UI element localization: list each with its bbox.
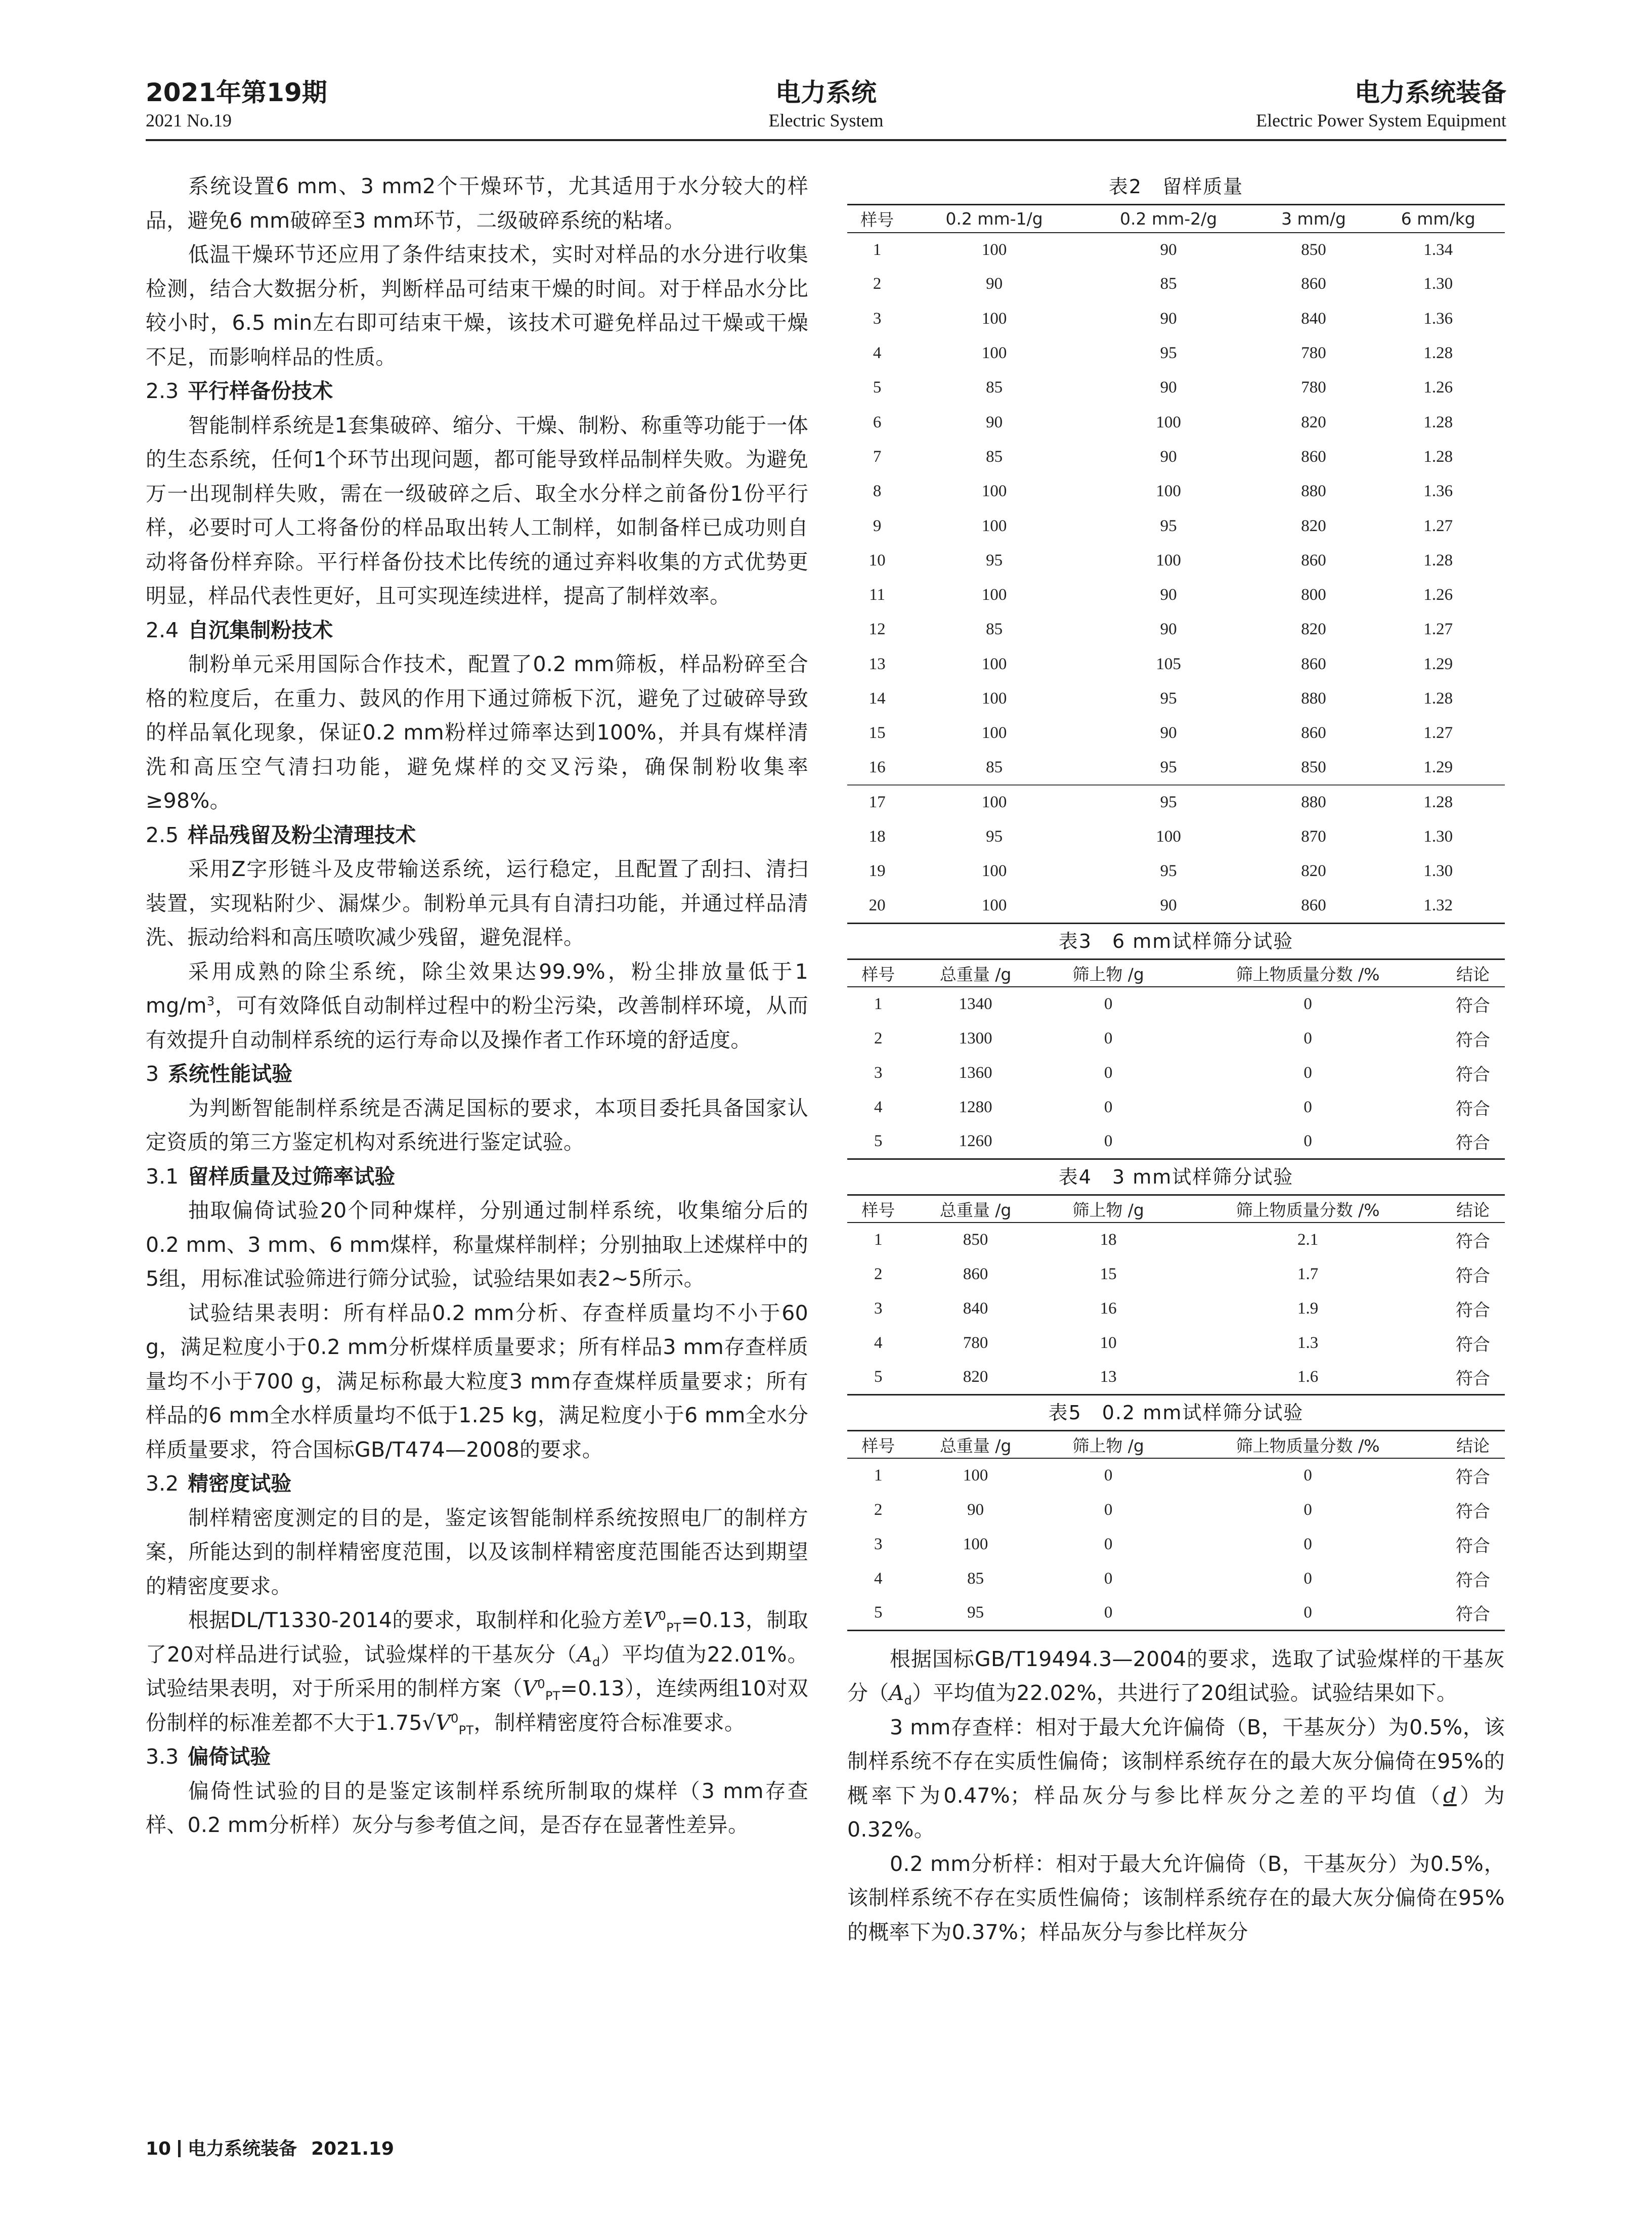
table-row [847,440,1505,474]
table-cell: 85 [986,620,1003,639]
table-cell: 1.32 [1372,889,1505,923]
table-header-cell: 3 mm/g [1255,205,1371,233]
header-right [1256,76,1506,132]
table-cell: 860 [1301,447,1326,466]
table-cell: 860 [1301,275,1326,293]
table-cell: 2 [874,1029,883,1048]
table-cell: 1300 [959,1029,992,1048]
table-cell: 4 [874,1333,883,1352]
table-cell: 820 [909,1360,1041,1394]
section-label: 电力系统 [775,78,877,107]
table-header-cell: 6 mm/kg [1372,205,1505,233]
footer-divider [178,2140,181,2157]
section-heading-3-1: 3.1 留样质量及过筛率试验 [146,1164,396,1189]
table-row [847,1360,1505,1394]
table-cell: 1.30 [1423,862,1453,881]
table-row [847,1493,1505,1527]
table-header-row [847,1430,1505,1458]
table-cell: 1.7 [1297,1264,1319,1283]
table-cell: 100 [907,785,1081,819]
table-row [847,1527,1505,1561]
table-cell: 860 [1301,724,1326,743]
table-cell: 2 [874,1500,883,1519]
table-cell: 100 [1156,827,1181,846]
section-heading-2-3: 2.3 平行样备份技术 [146,379,333,403]
table-cell: 90 [1081,889,1256,923]
table-cell: 0 [1303,1535,1312,1553]
paragraph: 根据DL/T1330-2014的要求，取制样和化验方差$V^0_{PT}=0.13$，制取了20对样品进行试验，试验煤样的干基灰分$(A_d)$平均值为22.01%。试验结果表明，对于所采用的制样方案$(V^0_{PT}=0.13)$，连续两组10对双份制样的标准差都不大于$1.75√V^0_{PT}$，制样精密度符合标准要求。 [146,1608,809,1737]
table-cell: 1.28 [1423,344,1453,363]
page-number: 10 [146,2139,171,2159]
paragraph: 采用Z字形链斗及皮带输送系统，运行稳定，且配置了刮扫、清扫装置，实现粘附少、漏煤少。制粉单元具有自清扫功能，并通过样品清洗、振动给料和高压喷吹减少残留，避免混样。 [146,857,808,949]
table-cell: 1.34 [1423,240,1453,259]
table-cell: 105 [1156,655,1181,673]
table-cell: 95 [986,551,1003,570]
table-cell: 1.27 [1423,516,1453,535]
table-cell: 90 [1160,378,1177,397]
table-cell: 1 [874,1466,883,1485]
table-row [847,371,1505,405]
table-cell: 0 [1104,1098,1113,1116]
table-cell: 3 [874,1535,883,1553]
table-header-row [847,959,1505,987]
paragraph: 智能制样系统是1套集破碎、缩分、干燥、制粉、称重等功能于一体的生态系统，任何1个环节出现问题，都可能导致样品制样失败。为避免万一出现制样失败，需在一级破碎之后、取全水分样之前备份1份平行样，必要时可人工将备份的样品取出转人工制样，如制备样已成功则自动将备份样弃除。平行样备份技术比传统的通过弃料收集的方式优势更明显，样品代表性更好，且可实现连续进样，提高了制样效率。 [146,413,808,608]
table-cell: 100 [1156,551,1181,570]
table-cell: 1 [873,240,882,259]
table-cell: 0 [1303,1063,1312,1082]
table3 [847,958,1505,1160]
paragraph: 低温干燥环节还应用了条件结束技术，实时对样品的水分进行收集检测，结合大数据分析，判断样品可结束干燥的时间。对于样品水分比较小时，6.5 min左右即可结束干燥，该技术可避免样品过干燥或干燥不足，而影响样品的性质。 [146,242,808,369]
table-cell: 1.27 [1423,620,1453,639]
table-cell: 符合 [1441,1124,1505,1159]
table-cell: 880 [1255,785,1371,819]
page-header [146,76,1506,137]
issue-label-en: 2021 No.19 [146,110,232,130]
table-cell: 100 [981,724,1007,743]
paragraph: 制样精密度测定的目的是，鉴定该智能制样系统按照电厂的制样方案，所能达到的制样精密度范围，以及该制样精密度范围能否达到期望的精密度要求。 [146,1505,808,1598]
table-cell: 1.28 [1423,413,1453,431]
table-cell: 85 [986,758,1003,777]
table-header-cell: 筛上物 /g [1042,1430,1175,1458]
table-cell: 符合 [1455,1030,1490,1051]
footer-journal: 电力系统装备 [188,2139,297,2159]
table-cell: 100 [981,862,1007,881]
table-cell: 95 [1160,758,1177,777]
table-cell: 0 [1303,1029,1312,1048]
table-cell: 780 [1301,378,1326,397]
table-header-cell: 筛上物质量分数 /% [1175,1195,1441,1223]
table-cell: 1.29 [1423,655,1453,673]
table-cell: 1.36 [1423,482,1453,501]
section-heading-3-2: 3.2 精密度试验 [146,1471,292,1496]
table-cell: 100 [981,689,1007,708]
table-cell: 90 [1160,447,1177,466]
table-cell: 9 [873,516,882,535]
table-cell: 85 [967,1569,984,1588]
table-header-cell: 0.2 mm-1/g [907,205,1081,233]
footer-issue: 2021.19 [311,2139,395,2159]
table-cell: 90 [967,1500,984,1519]
table-cell: 1.9 [1297,1299,1319,1318]
table-cell: 820 [1301,413,1326,431]
page-footer [146,2134,394,2160]
table-cell: 0 [1104,1029,1113,1048]
table-cell: 1340 [959,995,992,1014]
paragraph: 根据国标GB/T19494.3—2004的要求，选取了试验煤样的干基灰分$(A_d)$平均值为22.02%，共进行了20组试验。试验结果如下。 [847,1646,1505,1708]
table-row [847,301,1505,336]
journal-name-en: Electric Power System Equipment [1256,110,1506,130]
table-cell: 0 [1303,1569,1312,1588]
table-cell: 18 [1100,1231,1117,1249]
table-cell: 100 [981,482,1007,501]
table-cell: 0 [1042,1596,1175,1630]
table-cell: 2 [874,1264,883,1283]
table-cell: 840 [963,1299,988,1318]
section-heading-2-4: 2.4 自沉集制粉技术 [146,618,333,642]
table-cell: 820 [1301,862,1326,881]
table-cell: 1.36 [1423,309,1453,328]
table-cell: 860 [1255,889,1371,923]
table-cell: 100 [963,1466,988,1485]
table-cell: 20 [847,889,907,923]
section-heading-3-3: 3.3 偏倚试验 [146,1744,271,1769]
table-cell: 符合 [1455,1501,1490,1522]
table-cell: 95 [1160,689,1177,708]
table-cell: 780 [963,1333,988,1352]
table-cell: 90 [1160,724,1177,743]
table-cell: 1.30 [1423,827,1453,846]
table-cell: 95 [1081,785,1256,819]
table-cell: 1.26 [1423,378,1453,397]
table-row [847,1223,1505,1257]
table-row [847,1596,1505,1630]
table-cell: 100 [907,889,1081,923]
table-cell: 符合 [1455,1300,1490,1321]
table-header-row [847,205,1505,233]
table-cell: 4 [874,1569,883,1588]
table-cell: 100 [1156,413,1181,431]
table-cell: 11 [869,586,886,604]
table-row [847,1021,1505,1056]
table-cell: 13 [868,655,886,673]
table-row [847,1124,1505,1159]
table-cell: 14 [868,689,886,708]
table-row [847,820,1505,854]
paragraph: 采用成熟的除尘系统，除尘效果达99.9%，粉尘排放量低于1 $mg/m^3$，可有效降低自动制样过程中的粉尘污染，改善制样环境，从而有效提升自动制样系统的运行寿命以及操作者工作环境的舒适度。 [146,959,808,1052]
paragraph: 为判断智能制样系统是否满足国标的要求，本项目委托具备国家认定资质的第三方鉴定机构对系统进行鉴定试验。 [146,1096,808,1154]
table4 [847,1194,1505,1395]
table-cell: 0 [1104,1466,1113,1485]
table-header-cell: 结论 [1441,1195,1505,1223]
table-cell: 1.27 [1423,724,1453,743]
table-cell: 90 [1160,586,1177,604]
table-cell: 100 [963,1535,988,1553]
table-cell: 符合 [1455,1334,1490,1355]
paragraph: 制粉单元采用国际合作技术，配置了0.2 mm筛板，样品粉碎至合格的粒度后，在重力、鼓风的作用下通过筛板下沉，避免了过破碎导致的样品氧化现象，保证0.2 mm粉样过筛率达到100%，并具有煤样清洗和高压空气清扫功能，避免煤样的交叉污染，确保制粉收集率≥98%。 [146,652,808,813]
table-cell: 85 [986,447,1003,466]
table-row [847,1561,1505,1596]
table-cell: 3 [874,1299,883,1318]
table-row [847,1291,1505,1326]
table-cell: 100 [981,516,1007,535]
table-cell: 6 [873,413,882,431]
table-row [847,681,1505,716]
table-row [847,613,1505,647]
table-cell: 85 [1160,275,1177,293]
table-cell: 820 [1301,516,1326,535]
table-header-cell: 筛上物质量分数 /% [1175,959,1441,987]
table-cell: 850 [963,1231,988,1249]
table-cell: 符合 [1441,1360,1505,1394]
table-cell: 880 [1301,689,1326,708]
table-cell: 820 [1301,620,1326,639]
table-cell: 0 [1104,1535,1113,1553]
table-cell: 符合 [1455,996,1490,1017]
table-cell: 符合 [1455,1266,1490,1286]
table-cell: 1.28 [1423,551,1453,570]
table2 [847,204,1505,924]
table-row [847,474,1505,509]
table-row [847,716,1505,751]
table-cell: 90 [1160,309,1177,328]
table-cell: 0 [1303,1098,1312,1116]
table2-caption: 表2 留样质量 [1108,176,1244,198]
table-row [847,509,1505,543]
right-text [847,1642,1505,1950]
table-cell: 符合 [1455,1467,1490,1488]
table-cell: 100 [981,309,1007,328]
table-header-cell: 样号 [847,205,907,233]
table-cell: 860 [1301,655,1326,673]
table-cell: 95 [1160,516,1177,535]
table-cell: 1 [874,995,883,1014]
table-cell: 符合 [1455,1232,1490,1252]
table-cell: 95 [1160,344,1177,363]
left-column [146,169,808,1843]
table-cell: 10 [868,551,886,570]
section-heading-3: 3 系统性能试验 [146,1062,293,1086]
table-row [847,785,1505,819]
table-row [847,854,1505,889]
table-cell: 3 [873,309,882,328]
table-cell: 7 [873,447,882,466]
table-cell: 1.28 [1423,689,1453,708]
table-header-cell: 0.2 mm-2/g [1081,205,1256,233]
table-header-cell: 总重量 /g [909,1430,1041,1458]
table-cell: 1.28 [1423,447,1453,466]
table-header-cell: 总重量 /g [909,959,1041,987]
table-cell: 18 [868,827,886,846]
table-header-cell: 筛上物质量分数 /% [1175,1430,1441,1458]
table-cell: 1.28 [1372,785,1505,819]
table3-caption: 表3 6 mm试样筛分试验 [1058,930,1294,952]
table-cell: 符合 [1455,1570,1490,1591]
table-cell: 0 [1104,1500,1113,1519]
table-row [847,1257,1505,1291]
paragraph: 试验结果表明：所有样品0.2 mm分析、存查样质量均不小于60 g，满足粒度小于0.2 mm分析煤样质量要求；所有样品3 mm存查样质量均不小于700 g，满足标称最大粒度3 mm存查煤样质量要求；所有样品的6 mm全水样质量均不低于1.25 kg，满足粒度小于6 mm全水分样质量要求，符合国标GB/T474—2008的要求。 [146,1300,808,1462]
paragraph: 抽取偏倚试验20个同种煤样，分别通过制样系统，收集缩分后的0.2 mm、3 mm、6 mm煤样，称量煤样制样；分别抽取上述煤样中的5组，用标准试验筛进行筛分试验，试验结果如表2~5所示。 [146,1198,808,1291]
table-row [847,233,1505,267]
table-cell: 10 [1100,1333,1117,1352]
table-cell: 100 [981,586,1007,604]
table-cell: 95 [986,827,1003,846]
table-cell: 0 [1175,1124,1441,1159]
table-cell: 1.26 [1423,586,1453,604]
table-cell: 0 [1175,1596,1441,1630]
table-row [847,1458,1505,1493]
table-row [847,267,1505,301]
table-cell: 4 [874,1098,883,1116]
table-row [847,647,1505,681]
table-cell: 850 [1301,240,1326,259]
table-row [847,1056,1505,1090]
table-cell: 100 [981,240,1007,259]
table-cell: 880 [1301,482,1326,501]
right-column [847,169,1505,1949]
table-cell: 0 [1303,1500,1312,1519]
header-rule [146,139,1506,141]
table-cell: 90 [986,413,1003,431]
table-cell: 870 [1301,827,1326,846]
table-cell: 16 [868,758,886,777]
table-cell: 1280 [959,1098,992,1116]
table-cell: 850 [1301,758,1326,777]
table-cell: 1360 [959,1063,992,1082]
table-row [847,1090,1505,1124]
paragraph: 系统设置6 mm、3 mm2个干燥环节，尤其适用于水分较大的样品，避免6 mm破碎至3 mm环节，二级破碎系统的粘堵。 [146,174,808,233]
table-cell: 100 [1156,482,1181,501]
table5-caption: 表5 0.2 mm试样筛分试验 [1048,1401,1304,1424]
table-cell: 0 [1303,995,1312,1014]
table-header-cell: 筛上物 /g [1042,959,1175,987]
table-cell: 0 [1104,1569,1113,1588]
table-header-cell: 总重量 /g [909,1195,1041,1223]
table-cell: 90 [1160,620,1177,639]
table5 [847,1430,1505,1631]
section-heading-2-5: 2.5 样品残留及粉尘清理技术 [146,822,416,847]
section-label-en: Electric System [768,110,884,130]
table-cell: 1260 [909,1124,1041,1159]
table-header-cell: 样号 [847,1195,909,1223]
table-cell: 100 [981,344,1007,363]
table-cell: 5 [873,378,882,397]
table-cell: 符合 [1455,1536,1490,1556]
table-cell: 符合 [1455,1099,1490,1119]
table-header-row [847,1195,1505,1223]
table-cell: 2.1 [1297,1231,1319,1249]
table-cell: 1.29 [1423,758,1453,777]
table-row [847,1326,1505,1360]
table-cell: 1.3 [1297,1333,1319,1352]
table-cell: 0 [1104,1063,1113,1082]
table-cell: 19 [868,862,886,881]
table-cell: 15 [1100,1264,1117,1283]
table4-caption: 表4 3 mm试样筛分试验 [1058,1165,1294,1188]
table-cell: 840 [1301,309,1326,328]
table-cell: 100 [981,655,1007,673]
table-cell: 5 [847,1596,909,1630]
table-cell: 90 [986,275,1003,293]
table-cell: 860 [1301,551,1326,570]
table-cell: 符合 [1441,1596,1505,1630]
table-cell: 0 [1042,1124,1175,1159]
paragraph: 0.2 mm分析样：相对于最大允许偏倚（B，干基灰分）为0.5%，该制样系统不存在实质性偏倚；该制样系统存在的最大灰分偏倚在95%的概率下为0.37%；样品灰分与参比样灰分 [847,1851,1505,1944]
table-header-cell: 样号 [847,959,909,987]
table-cell: 0 [1303,1466,1312,1485]
table-header-cell: 结论 [1441,959,1505,987]
table-cell: 1 [874,1231,883,1249]
table-row [847,405,1505,440]
table-cell: 800 [1301,586,1326,604]
table-cell: 780 [1301,344,1326,363]
table-cell: 符合 [1455,1064,1490,1085]
issue-label: 2021年第19期 [146,78,327,107]
table-cell: 85 [986,378,1003,397]
table-cell: 860 [963,1264,988,1283]
table-cell: 95 [909,1596,1041,1630]
table-cell: 3 [874,1063,883,1082]
table-cell: 90 [1160,240,1177,259]
table-cell: 1.6 [1175,1360,1441,1394]
table-row [847,543,1505,578]
table-cell: 95 [1160,862,1177,881]
table-row [847,578,1505,612]
table-row [847,751,1505,785]
table-cell: 1.30 [1423,275,1453,293]
table-header-cell: 筛上物 /g [1042,1195,1175,1223]
table-row [847,987,1505,1021]
table-cell: 12 [868,620,886,639]
table-cell: 0 [1104,995,1113,1014]
table-row [847,336,1505,370]
table-header-cell: 样号 [847,1430,909,1458]
table-cell: 8 [873,482,882,501]
paragraph: 3 mm存查样：相对于最大允许偏倚（B，干基灰分）为0.5%，该制样系统不存在实质性偏倚；该制样系统存在的最大灰分偏倚在95%的概率下为0.47%；样品灰分与参比样灰分之差的平均值（d）为0.32%。 [847,1715,1505,1842]
paragraph: 偏倚性试验的目的是鉴定该制样系统所制取的煤样（3 mm存查样、0.2 mm分析样）灰分与参考值之间，是否存在显著性差异。 [146,1778,808,1837]
table-header-cell: 结论 [1441,1430,1505,1458]
table-cell: 16 [1100,1299,1117,1318]
journal-name: 电力系统装备 [1355,78,1506,107]
table-cell: 4 [873,344,882,363]
table-cell: 5 [847,1360,909,1394]
table-cell: 2 [873,275,882,293]
table-cell: 5 [847,1124,909,1159]
table-cell: 13 [1042,1360,1175,1394]
table-cell: 17 [847,785,907,819]
table-row [847,889,1505,923]
table-cell: 15 [868,724,886,743]
